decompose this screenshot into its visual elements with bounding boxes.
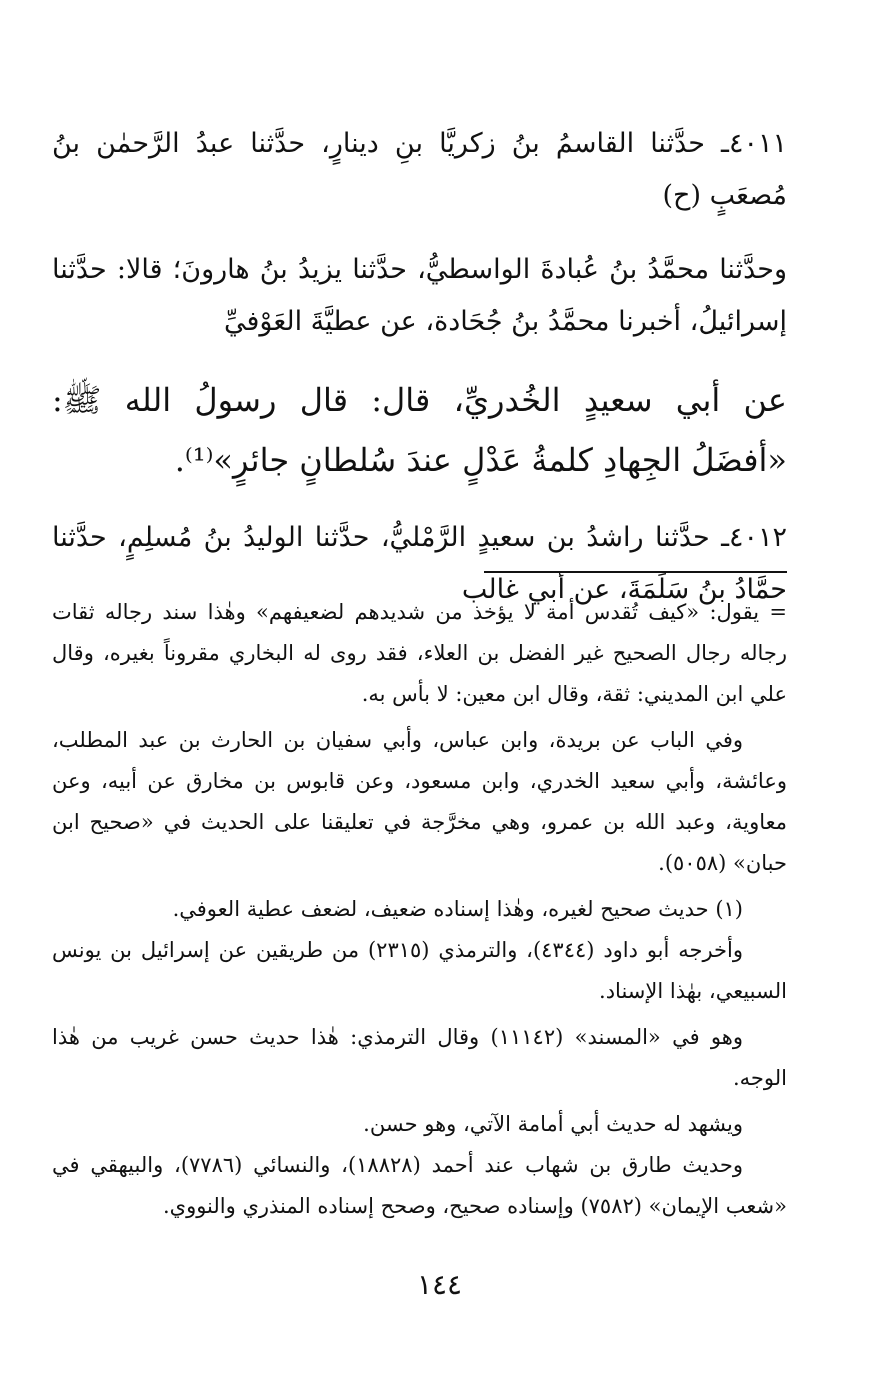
hadith-4011-second-chain: وحدَّثنا محمَّدُ بنُ عُبادةَ الواسطيُّ، حدَّثنا يزيدُ بنُ هارونَ؛ قالا: حدَّثنا إسرائيلُ، أخبرنا محمَّدُ بنُ جُحَادة، عن عطيَّةَ العَوْفيِّ — [52, 254, 787, 337]
footnotes — [52, 592, 787, 1227]
hadith-text — [52, 118, 787, 616]
hadith-4012: ٤٠١٢ـ حدَّثنا راشدُ بن سعيدٍ الرَّمْليُّ، حدَّثنا الوليدُ بنُ مُسلِمٍ، حدَّثنا حمَّادُ بنُ سَلَمَةَ، عن أبي غالب — [52, 522, 787, 605]
footnote-paragraph: وهو في «المسند» (١١١٤٢) وقال الترمذي: هٰذا حديث حسن غريب من هٰذا الوجه. — [52, 1025, 787, 1090]
hadith-4011: ٤٠١١ـ حدَّثنا القاسمُ بنُ زكريَّا بنِ دينارٍ، حدَّثنا عبدُ الرَّحمٰن بنُ مُصعَبٍ (ح) — [52, 128, 787, 211]
page-number: ١٤٤ — [416, 1268, 463, 1301]
footnote-paragraph: وحديث طارق بن شهاب عند أحمد (١٨٨٢٨)، والنسائي (٧٧٨٦)، والبيهقي في «شعب الإيمان» (٧٥٨٢) وإسناده صحيح، وصحح إسناده المنذري والنووي. — [52, 1153, 787, 1218]
footnote-continuation: = يقول: «كيف تُقدس أمة لا يؤخذ من شديدهم لضعيفهم» وهٰذا سند رجاله ثقات رجاله رجال الصحيح غير الفضل بن العلاء، فقد روى له البخاري مقروناً بغيره، وقال علي ابن المديني: ثقة، وقال ابن معين: لا بأس به. — [52, 600, 787, 706]
footnote-separator — [484, 571, 787, 573]
footnote-paragraph: وأخرجه أبو داود (٤٣٤٤)، والترمذي (٢٣١٥) من طريقين عن إسرائيل بن يونس السبيعي، بهٰذا الإسناد. — [52, 938, 787, 1003]
footnote-1: (١) حديث صحيح لغيره، وهٰذا إسناده ضعيف، لضعف عطية العوفي. — [172, 897, 743, 921]
footnote-paragraph: ويشهد له حديث أبي أمامة الآتي، وهو حسن. — [363, 1112, 743, 1136]
hadith-4011-matn: عن أبي سعيدٍ الخُدريِّ، قال: قال رسولُ الله ﷺ: «أفضَلُ الجِهادِ كلمةُ عَدْلٍ عندَ سُلطانٍ جائرٍ»⁽¹⁾. — [52, 381, 787, 479]
footnote-paragraph: وفي الباب عن بريدة، وابن عباس، وأبي سفيان بن الحارث بن عبد المطلب، وعائشة، وأبي سعيد الخدري، وابن مسعود، وعن قابوس بن مخارق عن أبيه، وعن معاوية، وعبد الله بن عمرو، وهي مخرَّجة في تعليقنا على الحديث في «صحيح ابن حبان» (٥٠٥٨). — [52, 728, 787, 875]
